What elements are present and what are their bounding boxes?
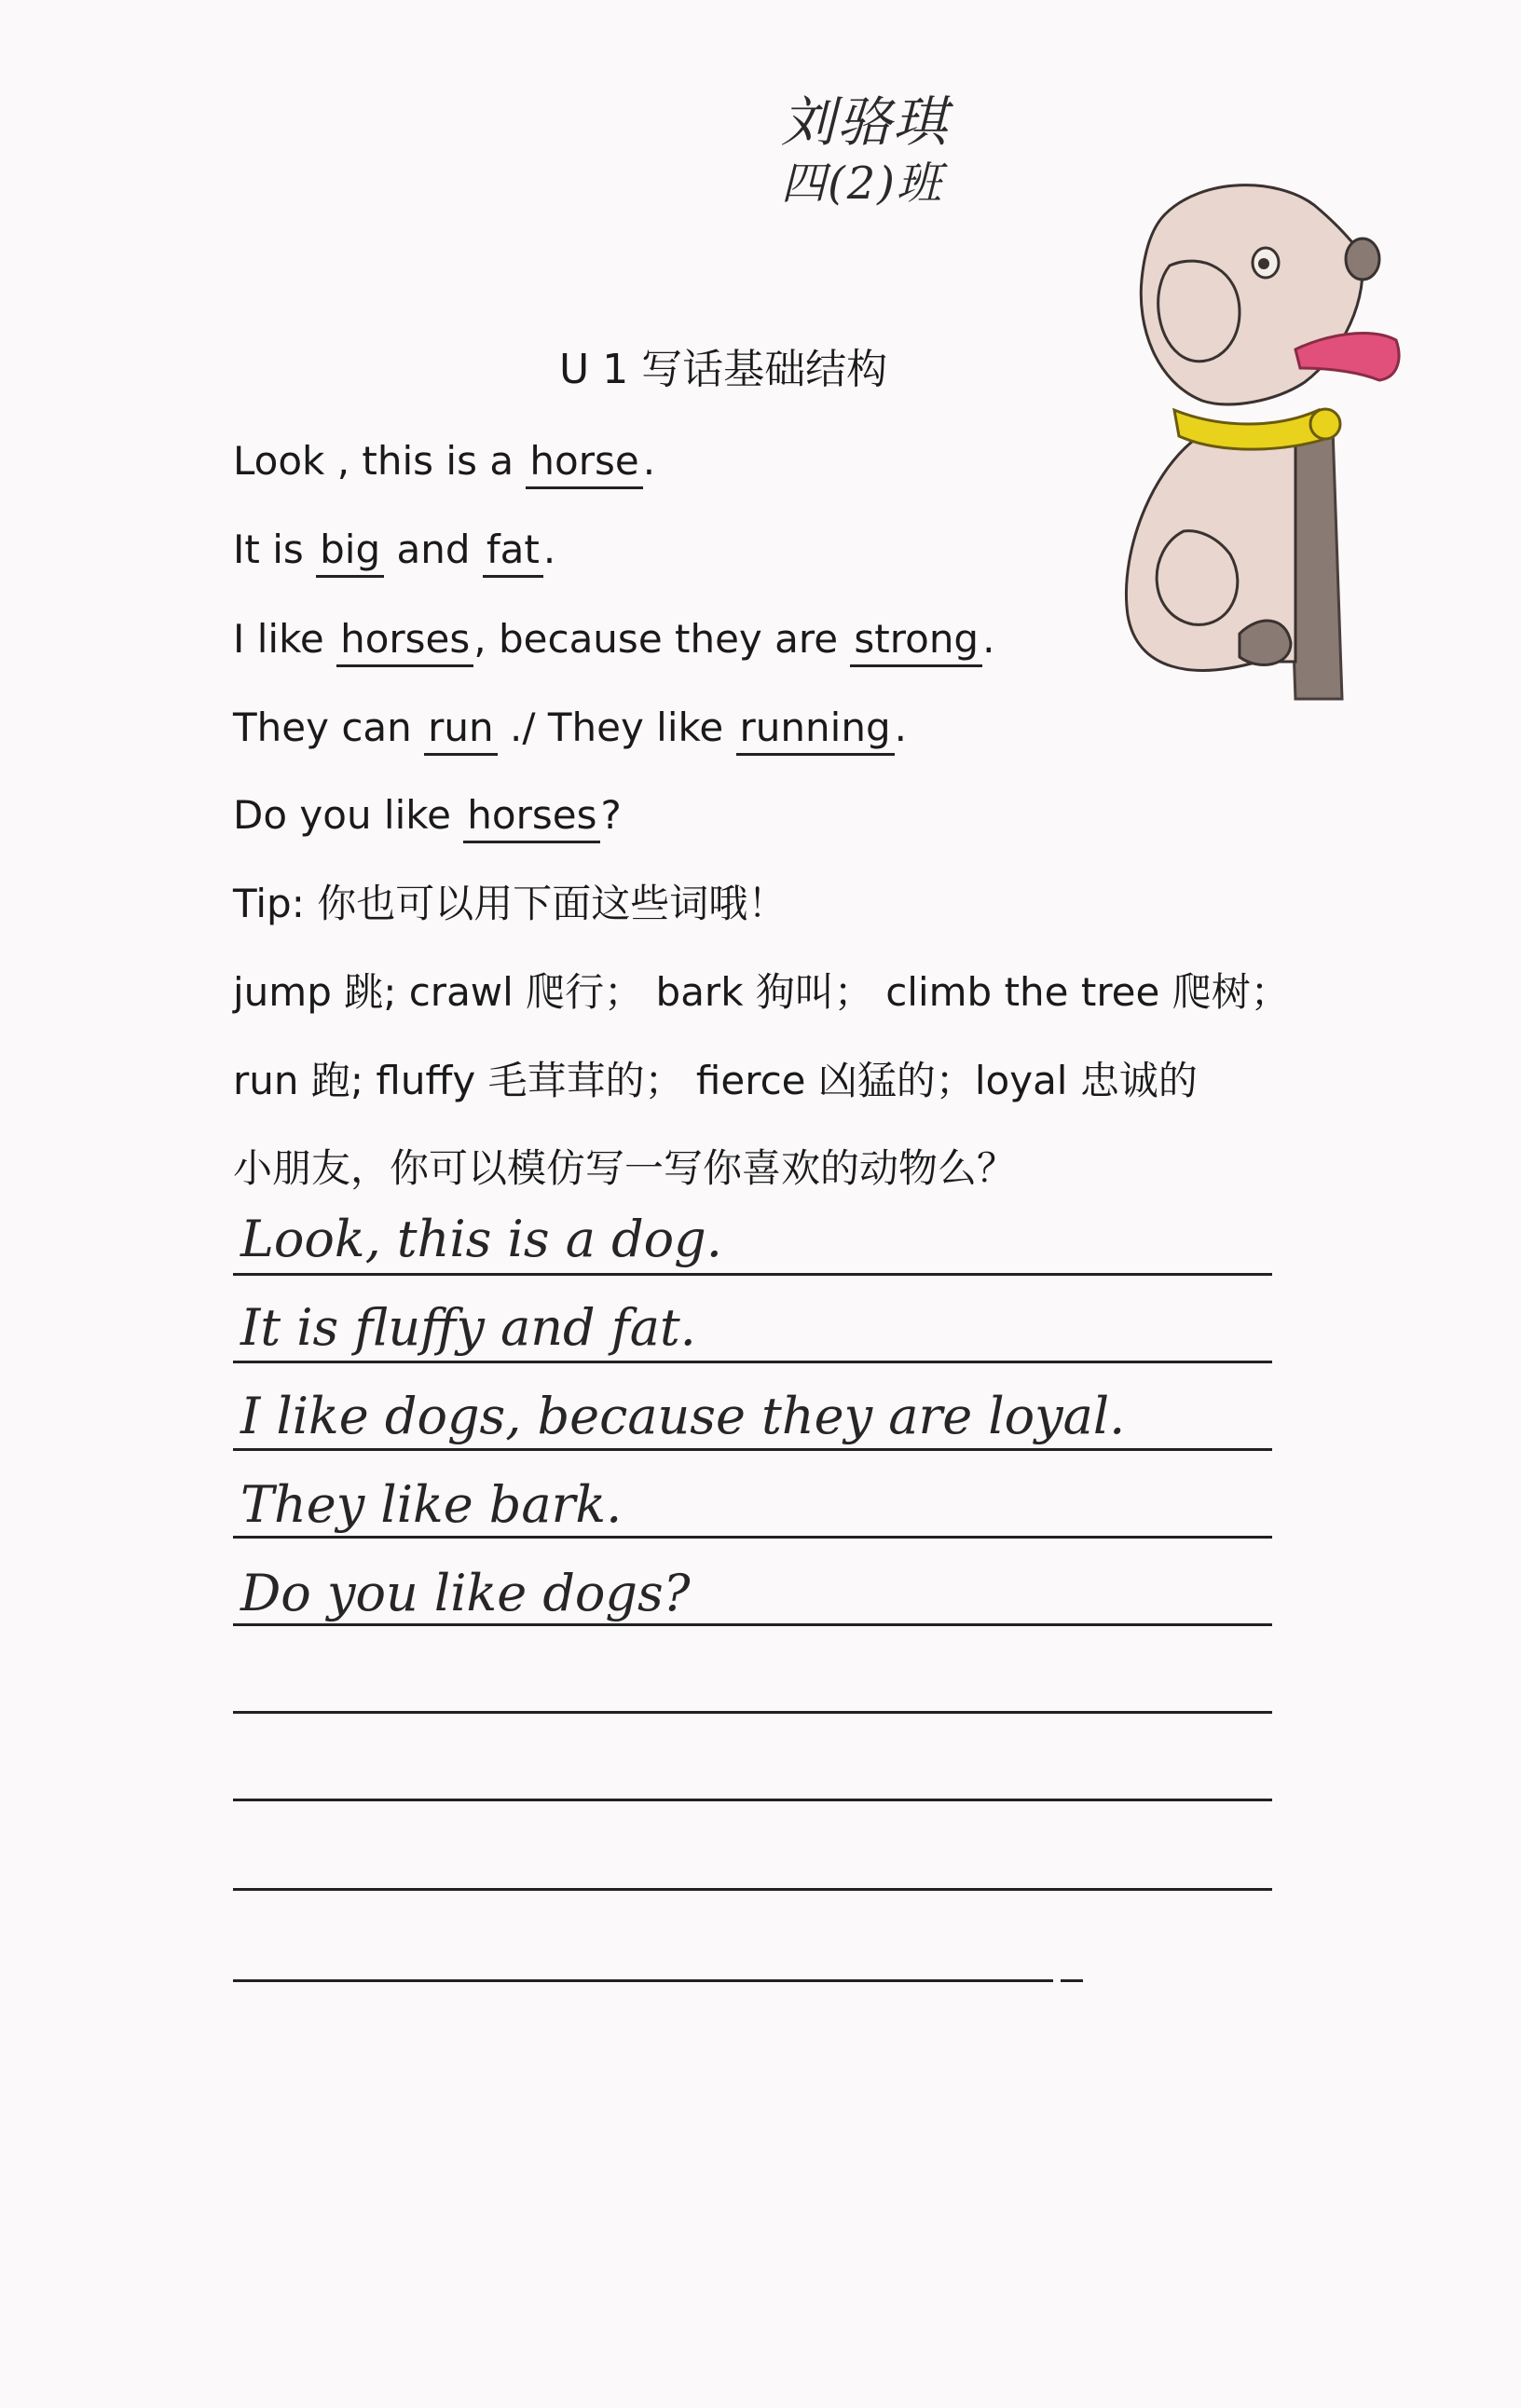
- text: , because they are: [473, 616, 851, 662]
- text: .: [894, 705, 907, 750]
- handwritten-line-2: It is fluffy and fat.: [240, 1298, 696, 1357]
- underlined-word: fat: [483, 527, 543, 578]
- text: .: [542, 527, 556, 572]
- dog-nose: [1346, 239, 1379, 280]
- handwritten-line-3: I like dogs, because they are loyal.: [240, 1387, 1126, 1445]
- dog-collar-tag: [1310, 409, 1340, 439]
- underlined-word: run: [424, 705, 498, 756]
- text: and: [384, 527, 483, 572]
- text: It is: [233, 527, 317, 572]
- text: .: [982, 616, 995, 662]
- writing-rule: [233, 1711, 1272, 1714]
- writing-rule: [233, 1623, 1272, 1626]
- writing-prompt: 小朋友，你可以模仿写一写你喜欢的动物么？: [233, 1145, 1017, 1191]
- text: I like: [233, 616, 337, 662]
- text: ?: [600, 792, 622, 838]
- vocab-line-1: jump 跳; crawl 爬行； bark 狗叫； climb the tree 爬树；: [233, 969, 1290, 1015]
- model-sentence-4: [233, 700, 907, 756]
- handwritten-line-5: Do you like dogs?: [240, 1564, 691, 1622]
- model-sentence-5: [233, 787, 622, 843]
- dog-ear: [1158, 261, 1240, 362]
- tip-line: Tip: 你也可以用下面这些词哦！: [233, 881, 788, 926]
- dog-pupil: [1258, 258, 1269, 269]
- writing-rule: [233, 1273, 1272, 1276]
- text: Look , this is a: [233, 438, 527, 484]
- writing-rule: [233, 1979, 1053, 1982]
- underlined-word: running: [736, 705, 895, 756]
- writing-rule-tail: [1061, 1979, 1083, 1982]
- student-name: 刘骆琪: [781, 90, 950, 154]
- dog-illustration: [1126, 185, 1399, 699]
- underlined-word: horse: [526, 438, 642, 489]
- text: ./ They like: [497, 705, 736, 750]
- dog-drawing: [1100, 177, 1417, 727]
- underlined-word: horses: [463, 792, 600, 843]
- handwritten-line-4: They like bark.: [240, 1475, 623, 1534]
- model-sentence-3: [233, 611, 994, 667]
- worksheet-title: U 1 写话基础结构: [559, 346, 888, 393]
- text: They can: [233, 705, 425, 750]
- text: Do you like: [233, 792, 464, 838]
- writing-rule: [233, 1361, 1272, 1363]
- writing-rule: [233, 1536, 1272, 1539]
- dog-foot: [1240, 621, 1291, 664]
- underlined-word: horses: [336, 616, 473, 667]
- model-sentence-2: [233, 522, 555, 578]
- text: .: [642, 438, 656, 484]
- student-class: 四(2)班: [781, 157, 943, 210]
- underlined-word: strong: [850, 616, 982, 667]
- writing-rule: [233, 1799, 1272, 1801]
- vocab-line-2: run 跑; fluffy 毛茸茸的； fierce 凶猛的；loyal 忠诚的: [233, 1058, 1198, 1103]
- model-sentence-1: [233, 433, 655, 489]
- underlined-word: big: [316, 527, 384, 578]
- handwritten-line-1: Look, this is a dog.: [240, 1210, 722, 1268]
- dog-collar: [1174, 410, 1328, 449]
- writing-rule: [233, 1448, 1272, 1451]
- writing-rule: [233, 1888, 1272, 1891]
